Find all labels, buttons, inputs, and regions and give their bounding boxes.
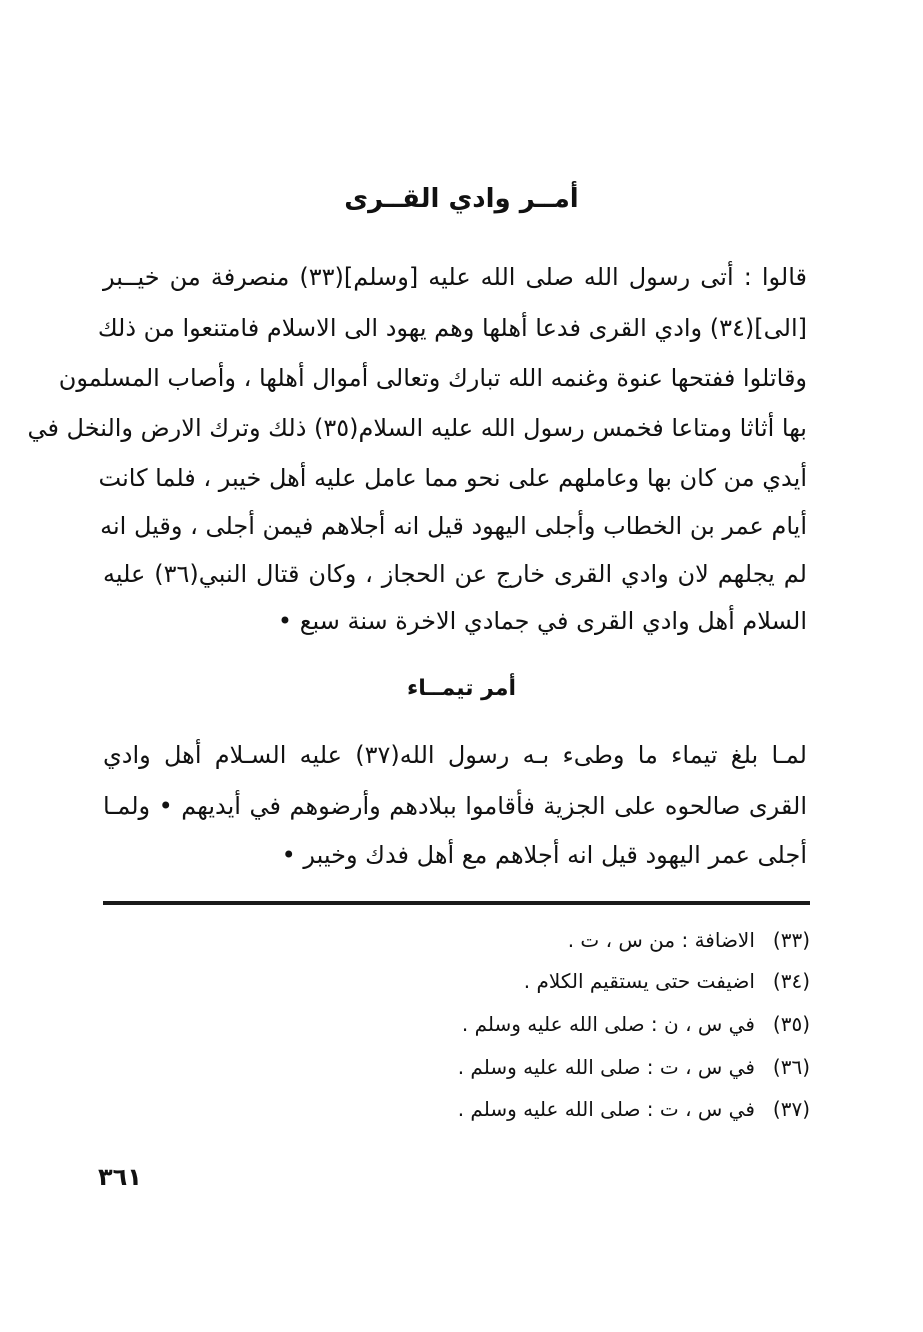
paragraph-line: وقاتلوا ففتحها عنوة وغنمه الله تبارك وتعالى أموال أهلها ، وأصاب المسلمون <box>58 364 807 392</box>
footnote-number: (٣٤) <box>772 969 810 993</box>
footnote-text: الاضافة : من س ، ت . <box>567 928 755 952</box>
footnote <box>568 926 810 954</box>
section-title-tayma: أمر تيمــاء <box>406 676 517 701</box>
footnote <box>462 1010 810 1038</box>
footnote-number: (٣٥) <box>772 1012 810 1036</box>
footnote-text: في س ، ن : صلى الله عليه وسلم . <box>461 1012 755 1036</box>
footnote <box>458 1053 810 1081</box>
paragraph-line: أجلى عمر اليهود قيل انه أجلاهم مع أهل فدك وخيبر • <box>281 841 807 869</box>
footnote-text: في س ، ت : صلى الله عليه وسلم . <box>457 1055 755 1079</box>
page-number: ٣٦١ <box>98 1163 142 1191</box>
footnote-number: (٣٦) <box>772 1055 810 1079</box>
paragraph-line: قالوا : أتى رسول الله صلى الله عليه [وسلم](٣٣) منصرفة من خيــبر <box>103 263 807 291</box>
paragraph-line: السلام أهل وادي القرى في جمادي الاخرة سنة سبع • <box>277 607 807 635</box>
paragraph-line: بها أثاثا ومتاعا فخمس رسول الله عليه السلام(٣٥) ذلك وترك الارض والنخل في <box>27 414 807 442</box>
footnote <box>524 967 810 995</box>
section-title-wadi-al-qura: أمــر وادي القــرى <box>344 184 579 214</box>
paragraph-line: لمـا بلغ تيماء ما وطىء بـه رسول الله(٣٧) عليه السـلام أهل وادي <box>103 741 807 769</box>
paragraph-line: أيام عمر بن الخطاب وأجلى اليهود قيل انه أجلاهم فيمن أجلى ، وقيل انه <box>100 512 807 540</box>
paragraph-line: لم يجلهم لان وادي القرى خارج عن الحجاز ، وكان قتال النبي(٣٦) عليه <box>103 560 807 588</box>
footnote <box>458 1095 810 1123</box>
paragraph-line: القرى صالحوه على الجزية فأقاموا ببلادهم وأرضوهم في أيديهم • ولمـا <box>103 792 807 820</box>
footnote-number: (٣٣) <box>772 928 810 952</box>
footnote-text: اضيفت حتى يستقيم الكلام . <box>523 969 755 993</box>
footnote-number: (٣٧) <box>772 1097 810 1121</box>
paragraph-line: أيدي من كان بها وعاملهم على نحو مما عامل عليه أهل خيبر ، فلما كانت <box>98 464 807 492</box>
footnote-text: في س ، ت : صلى الله عليه وسلم . <box>457 1097 755 1121</box>
footnote-divider <box>103 901 810 905</box>
paragraph-line: [الى](٣٤) وادي القرى فدعا أهلها وهم يهود الى الاسلام فامتنعوا من ذلك <box>97 314 807 342</box>
